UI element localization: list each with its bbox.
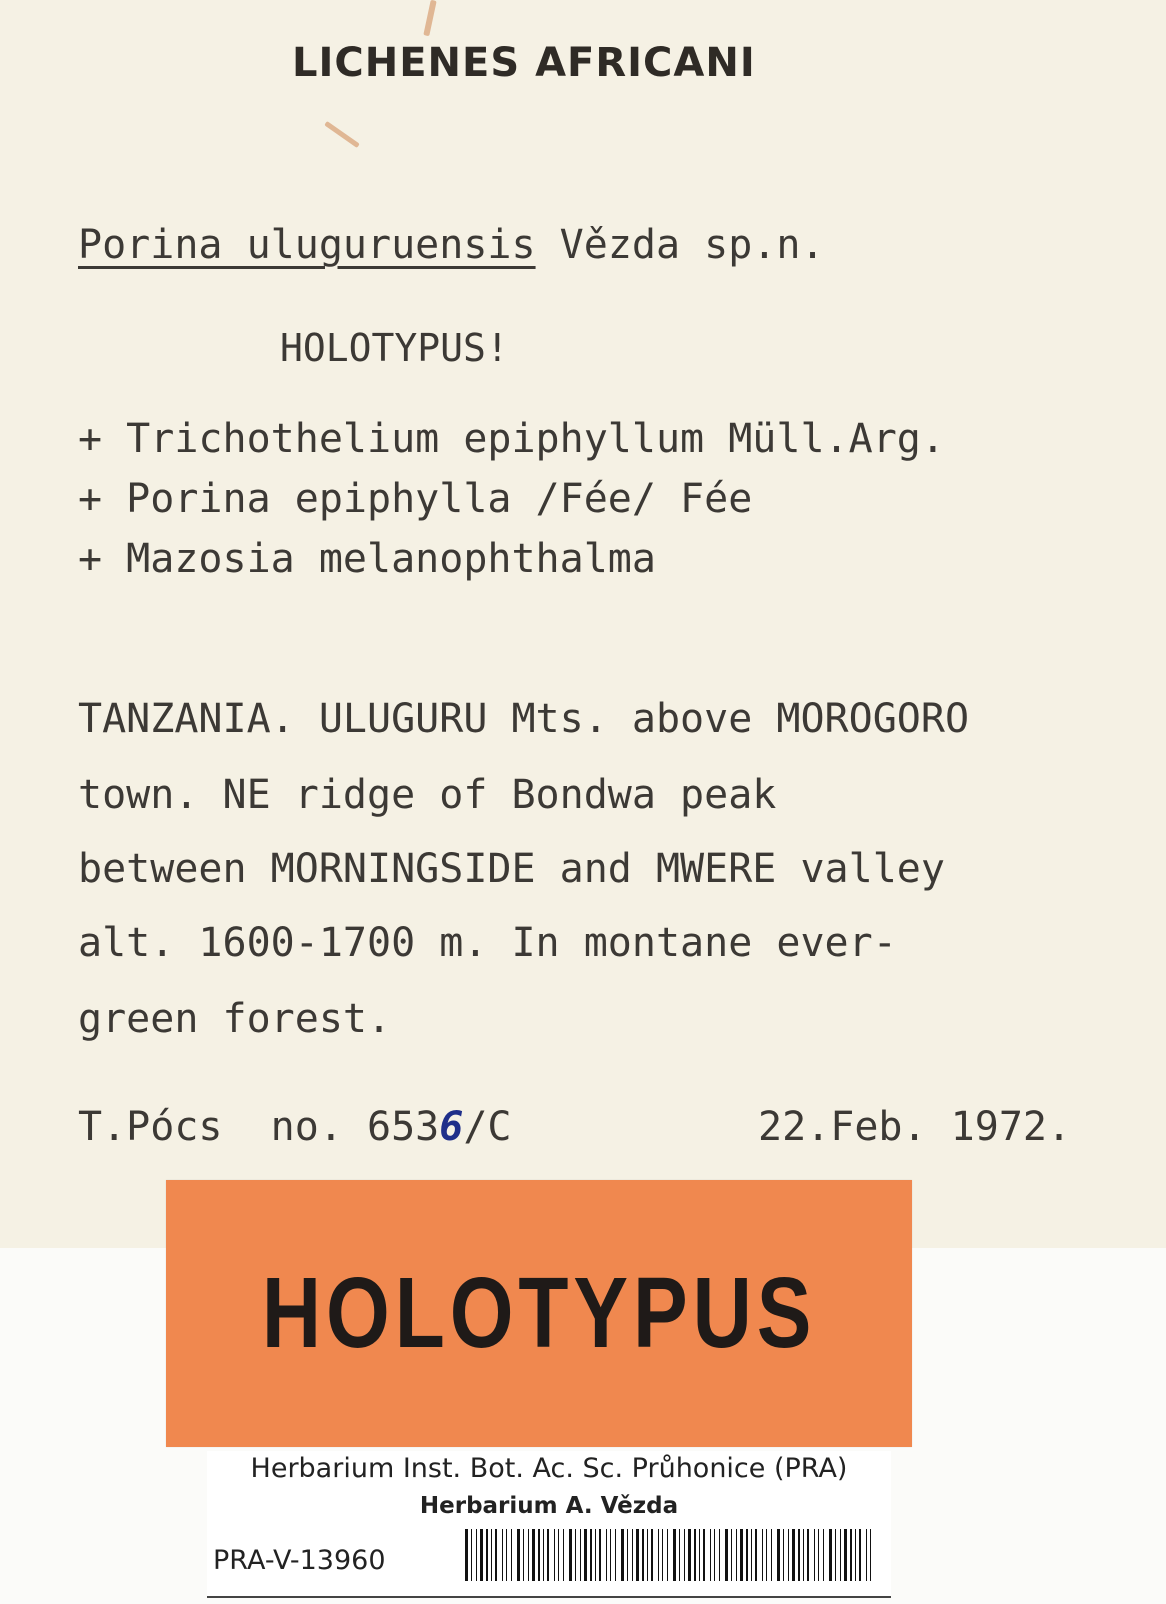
barcode-bar <box>480 1529 483 1581</box>
barcode-bar <box>694 1529 696 1581</box>
barcode-bar <box>528 1529 529 1581</box>
collector-name: T.Pócs <box>78 1104 223 1150</box>
barcode-bar <box>532 1529 535 1581</box>
barcode-bar <box>755 1529 757 1581</box>
barcode-bar <box>476 1529 477 1581</box>
barcode-bar <box>814 1529 815 1581</box>
barcode-bar <box>807 1529 809 1581</box>
barcode-bar <box>855 1529 856 1581</box>
barcode-bar <box>554 1529 555 1581</box>
collector-line <box>78 1104 512 1150</box>
barcode-bar <box>590 1529 592 1581</box>
institution-name: Herbarium Inst. Bot. Ac. Sc. Průhonice (PRA) <box>250 1453 848 1484</box>
barcode-bar <box>840 1529 841 1581</box>
barcode-bar <box>465 1529 468 1581</box>
barcode-bar <box>595 1529 596 1581</box>
locality-line: town. NE ridge of Bondwa peak <box>78 772 777 818</box>
barcode-bar <box>736 1529 737 1581</box>
herbarium-label <box>207 1451 891 1598</box>
barcode-bar <box>777 1529 780 1581</box>
barcode-bar <box>543 1529 544 1581</box>
barcode-bar <box>502 1529 503 1581</box>
barcode-bar <box>673 1529 676 1581</box>
barcode-bar <box>621 1529 624 1581</box>
barcode-bar <box>517 1529 520 1581</box>
barcode-bar <box>523 1529 524 1581</box>
barcode-bar <box>766 1529 767 1581</box>
taxon-line <box>78 222 825 268</box>
barcode-bar <box>688 1529 691 1581</box>
barcode-bar <box>569 1529 572 1581</box>
barcode-bar <box>835 1529 836 1581</box>
locality-line: green forest. <box>78 996 392 1042</box>
collection-number-suffix: /C <box>463 1104 512 1150</box>
barcode-bar <box>647 1529 648 1581</box>
barcode-bar <box>662 1529 663 1581</box>
barcode-bar <box>710 1529 711 1581</box>
barcode-bar <box>563 1529 564 1581</box>
barcode-bar <box>850 1529 852 1581</box>
barcode-bar <box>783 1529 784 1581</box>
associate-line: + Mazosia melanophthalma <box>78 536 656 582</box>
catalog-number: PRA-V-13960 <box>213 1545 386 1576</box>
barcode-bar <box>844 1529 847 1581</box>
barcode-bar <box>699 1529 700 1581</box>
barcode-bar <box>667 1529 668 1581</box>
locality-line: alt. 1600-1700 m. In montane ever- <box>78 920 897 966</box>
barcode-bar <box>491 1529 492 1581</box>
associate-line: + Trichothelium epiphyllum Müll.Arg. <box>78 416 945 462</box>
barcode-bar <box>803 1529 804 1581</box>
barcode-bar <box>471 1529 472 1581</box>
associate-line: + Porina epiphylla /Fée/ Fée <box>78 476 753 522</box>
barcode-bar <box>580 1529 581 1581</box>
barcode-bar <box>511 1529 512 1581</box>
collection-number-handwritten: 6 <box>439 1104 464 1150</box>
barcode-bar <box>798 1529 800 1581</box>
barcode-bar <box>719 1529 720 1581</box>
holotype-stamp-text: HOLOTYPUS <box>261 1257 817 1369</box>
barcode-bar <box>506 1529 507 1581</box>
barcode-bar <box>636 1529 639 1581</box>
barcode-bar <box>740 1529 743 1581</box>
taxon-name: Porina uluguruensis <box>78 222 536 268</box>
barcode <box>465 1529 881 1581</box>
barcode-bar <box>866 1529 867 1581</box>
barcode-bar <box>870 1529 871 1581</box>
barcode-bar <box>762 1529 763 1581</box>
barcode-bar <box>679 1529 680 1581</box>
barcode-bar <box>684 1529 685 1581</box>
barcode-bar <box>823 1529 824 1581</box>
barcode-bar <box>703 1529 705 1581</box>
type-status-typed: HOLOTYPUS! <box>280 326 509 370</box>
barcode-bar <box>818 1529 819 1581</box>
barcode-bar <box>792 1529 795 1581</box>
barcode-bar <box>547 1529 549 1581</box>
barcode-bar <box>651 1529 653 1581</box>
barcode-bar <box>751 1529 752 1581</box>
barcode-bar <box>788 1529 789 1581</box>
collection-date: 22.Feb. 1972. <box>758 1104 1072 1150</box>
barcode-bar <box>558 1529 559 1581</box>
barcode-bar <box>627 1529 628 1581</box>
barcode-bar <box>725 1529 728 1581</box>
collection-number-prefix: no. 653 <box>270 1104 440 1150</box>
holotype-stamp <box>166 1180 912 1447</box>
barcode-bar <box>486 1529 488 1581</box>
ink-mark <box>423 0 436 36</box>
barcode-bar <box>584 1529 587 1581</box>
barcode-bar <box>538 1529 540 1581</box>
ink-mark <box>324 121 360 148</box>
barcode-bar <box>610 1529 611 1581</box>
barcode-bar <box>771 1529 772 1581</box>
barcode-bar <box>632 1529 633 1581</box>
barcode-bar <box>606 1529 607 1581</box>
barcode-bar <box>575 1529 576 1581</box>
barcode-bar <box>829 1529 832 1581</box>
barcode-bar <box>658 1529 659 1581</box>
barcode-bar <box>859 1529 861 1581</box>
barcode-bar <box>642 1529 644 1581</box>
locality-line: between MORNINGSIDE and MWERE valley <box>78 846 945 892</box>
barcode-bar <box>746 1529 748 1581</box>
taxon-author: Vězda sp.n. <box>559 222 825 268</box>
barcode-bar <box>731 1529 732 1581</box>
barcode-bar <box>495 1529 497 1581</box>
barcode-bar <box>599 1529 601 1581</box>
barcode-bar <box>615 1529 616 1581</box>
herbarium-name: Herbarium A. Vězda <box>419 1493 679 1519</box>
barcode-bar <box>714 1529 715 1581</box>
locality-line: TANZANIA. ULUGURU Mts. above MOROGORO <box>78 696 970 742</box>
label-header: LICHENES AFRICANI <box>292 40 756 86</box>
